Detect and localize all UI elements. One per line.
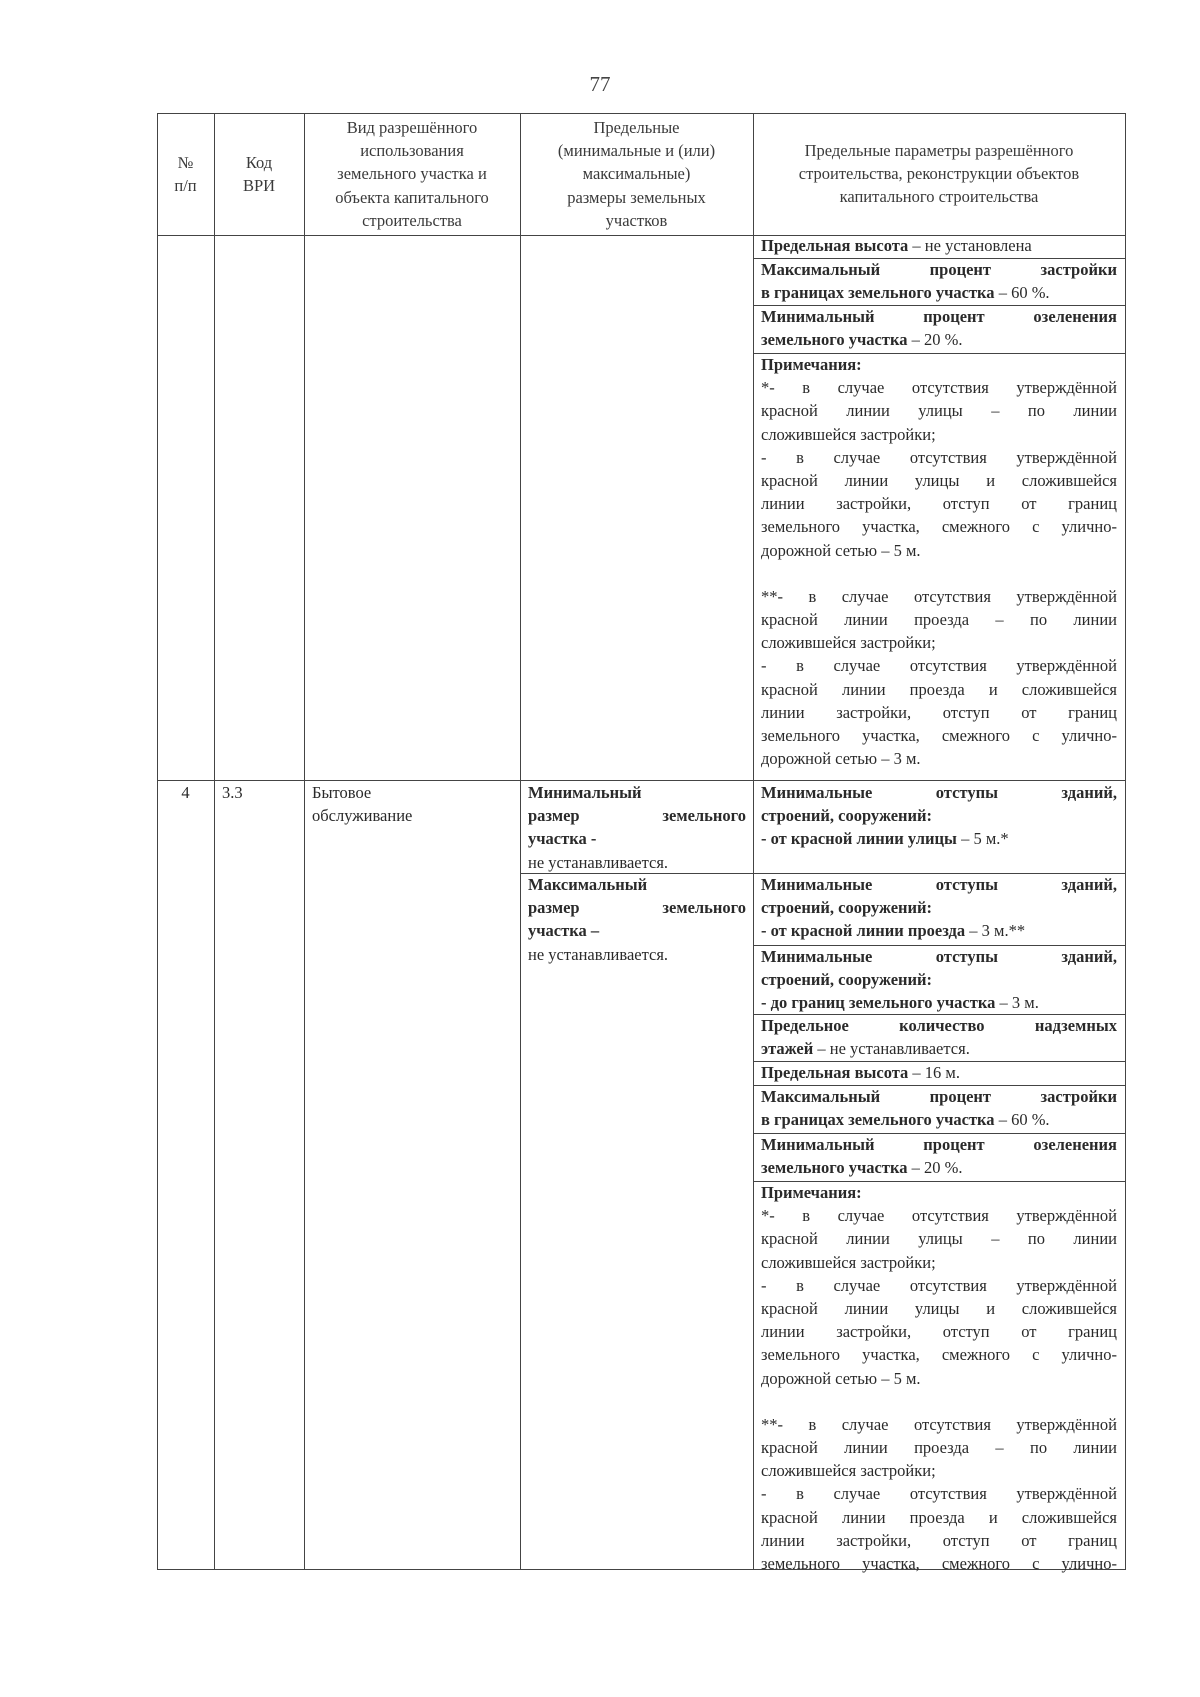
header-text: п/п	[174, 176, 197, 196]
row-number: 4	[181, 783, 190, 802]
header-text: Предельные	[593, 118, 680, 137]
min-plot-size	[528, 781, 746, 874]
column-divider	[753, 113, 754, 1570]
param-label: Максимальный процент застройки	[761, 260, 1117, 279]
param-value: – 3 м.**	[965, 921, 1026, 941]
header-text: Вид разрешённого	[346, 118, 478, 137]
header-text: ВРИ	[242, 176, 276, 196]
note-line: красной линии улицы – по линии	[761, 1229, 1117, 1249]
param-label: строений, сооружений:	[761, 970, 933, 990]
column-divider	[214, 113, 215, 1570]
param-label: Максимальный процент застройки	[761, 1087, 1117, 1106]
usage-name-line: Бытовое	[312, 783, 372, 802]
note-line: линии застройки, отступ от границ	[761, 494, 1117, 514]
param-floors	[761, 1014, 1117, 1060]
header-text: №	[177, 153, 194, 172]
param-value: – не установлена	[908, 236, 1032, 255]
row-usage-name	[312, 781, 517, 827]
column-divider	[304, 113, 305, 1570]
param-value: – 5 м.*	[956, 829, 1009, 849]
header-text: объекта капитального	[335, 187, 489, 207]
param-label: Минимальные отступы зданий,	[761, 947, 1117, 966]
note-line: красной линии проезда и сложившейся	[761, 1507, 1117, 1527]
note-line: сложившейся застройки;	[761, 424, 936, 444]
param-indent-street	[761, 781, 1117, 851]
param-label: этажей	[761, 1039, 814, 1059]
note-line: сложившейся застройки;	[761, 1461, 936, 1481]
note-line: земельного участка, смежного с улично-	[761, 1345, 1117, 1365]
notes-block	[761, 353, 1117, 770]
param-value: – 3 м.	[995, 993, 1039, 1013]
param-label: Минимальный процент озеленения	[761, 1135, 1117, 1154]
param-label: Максимальный	[528, 875, 648, 894]
header-text: (минимальные и (или)	[557, 141, 716, 161]
note-line: красной линии улицы и сложившейся	[761, 1299, 1117, 1319]
param-value: – 60 %.	[994, 283, 1050, 303]
note-line: красной линии улицы и сложившейся	[761, 471, 1117, 491]
note-line: красной линии проезда – по линии	[761, 610, 1117, 630]
param-indent-boundary	[761, 945, 1117, 1015]
header-plot-size	[520, 116, 753, 232]
param-label: размер земельного	[528, 806, 746, 826]
note-line: земельного участка, смежного с улично-	[761, 1554, 1117, 1574]
column-divider	[520, 113, 521, 1570]
note-line: *- в случае отсутствия утверждённой	[761, 1206, 1117, 1226]
header-text: земельного участка и	[337, 164, 487, 184]
row-code: 3.3	[222, 783, 243, 802]
notes-title: Примечания:	[761, 355, 862, 374]
param-indent-passage	[761, 873, 1117, 943]
param-value: – 60 %.	[994, 1110, 1050, 1130]
param-label: размер земельного	[528, 898, 746, 918]
param-label: Минимальные отступы зданий,	[761, 875, 1117, 894]
table-border-left	[157, 113, 158, 1570]
header-parameters	[753, 139, 1125, 209]
note-line: сложившейся застройки;	[761, 633, 936, 653]
zoning-table	[157, 113, 1126, 1574]
note-line: линии застройки, отступ от границ	[761, 702, 1117, 722]
param-label: земельного участка	[761, 1158, 908, 1178]
header-usage-type	[304, 116, 520, 232]
note-line: дорожной сетью – 3 м.	[761, 749, 921, 769]
param-label: строений, сооружений:	[761, 806, 933, 826]
header-text: использования	[360, 141, 464, 161]
note-line: дорожной сетью – 5 м.	[761, 540, 921, 560]
param-label: Минимальный процент озеленения	[761, 307, 1117, 326]
page-number: 77	[589, 72, 611, 96]
note-line	[761, 1390, 1117, 1413]
note-line	[761, 562, 1117, 585]
note-line: красной линии проезда – по линии	[761, 1438, 1117, 1458]
header-text: Код	[245, 153, 273, 172]
param-height	[761, 234, 1117, 257]
param-value: – 20 %.	[907, 330, 963, 350]
header-text: участков	[605, 210, 668, 230]
header-text: размеры земельных	[567, 187, 706, 207]
note-line: *- в случае отсутствия утверждённой	[761, 378, 1117, 398]
note-line: **- в случае отсутствия утверждённой	[761, 586, 1117, 606]
param-label: в границах земельного участка	[761, 283, 995, 303]
param-label: земельного участка	[761, 330, 908, 350]
note-line: - в случае отсутствия утверждённой	[761, 447, 1117, 467]
header-number	[157, 151, 214, 197]
header-text: строительства	[362, 210, 462, 230]
header-text: максимальные)	[582, 164, 691, 184]
note-line: земельного участка, смежного с улично-	[761, 726, 1117, 746]
header-text: капитального строительства	[839, 187, 1039, 207]
param-label: участка –	[528, 921, 600, 941]
param-max-build	[761, 258, 1117, 304]
header-code	[214, 151, 304, 197]
note-line: - в случае отсутствия утверждённой	[761, 656, 1117, 676]
note-line: сложившейся застройки;	[761, 1252, 936, 1272]
note-line: линии застройки, отступ от границ	[761, 1322, 1117, 1342]
note-line: красной линии проезда и сложившейся	[761, 679, 1117, 699]
note-line: - в случае отсутствия утверждённой	[761, 1275, 1117, 1295]
param-value: – не устанавливается.	[813, 1039, 970, 1059]
param-label: участка -	[528, 829, 597, 849]
note-line: линии застройки, отступ от границ	[761, 1530, 1117, 1550]
param-min-green	[761, 1133, 1117, 1179]
param-label: Минимальные отступы зданий,	[761, 783, 1117, 802]
param-label: - от красной линии проезда	[761, 921, 966, 941]
param-label: Предельная высота	[761, 236, 909, 255]
table-border-top	[157, 113, 1126, 114]
param-label: строений, сооружений:	[761, 898, 933, 918]
param-label: Предельное количество надземных	[761, 1016, 1117, 1035]
param-height	[761, 1061, 1117, 1084]
param-value: не устанавливается.	[528, 852, 669, 872]
param-value: не устанавливается.	[528, 944, 669, 964]
header-text: Предельные параметры разрешённого	[804, 141, 1074, 160]
param-max-build	[761, 1085, 1117, 1131]
usage-name-line: обслуживание	[312, 806, 413, 826]
header-text: строительства, реконструкции объектов	[798, 164, 1080, 184]
note-line: красной линии улицы – по линии	[761, 401, 1117, 421]
param-min-green	[761, 305, 1117, 351]
note-line: земельного участка, смежного с улично-	[761, 517, 1117, 537]
table-border-right	[1125, 113, 1126, 1570]
param-label: в границах земельного участка	[761, 1110, 995, 1130]
note-line: дорожной сетью – 5 м.	[761, 1368, 921, 1388]
param-value: – 16 м.	[908, 1063, 960, 1082]
param-label: Предельная высота	[761, 1063, 909, 1082]
notes-title: Примечания:	[761, 1183, 862, 1202]
param-label: - до границ земельного участка	[761, 993, 996, 1013]
param-label: - от красной линии улицы	[761, 829, 957, 849]
max-plot-size	[528, 873, 746, 966]
param-label: Минимальный	[528, 783, 642, 802]
notes-block	[761, 1181, 1117, 1575]
note-line: - в случае отсутствия утверждённой	[761, 1484, 1117, 1504]
note-line: **- в случае отсутствия утверждённой	[761, 1414, 1117, 1434]
param-value: – 20 %.	[907, 1158, 963, 1178]
